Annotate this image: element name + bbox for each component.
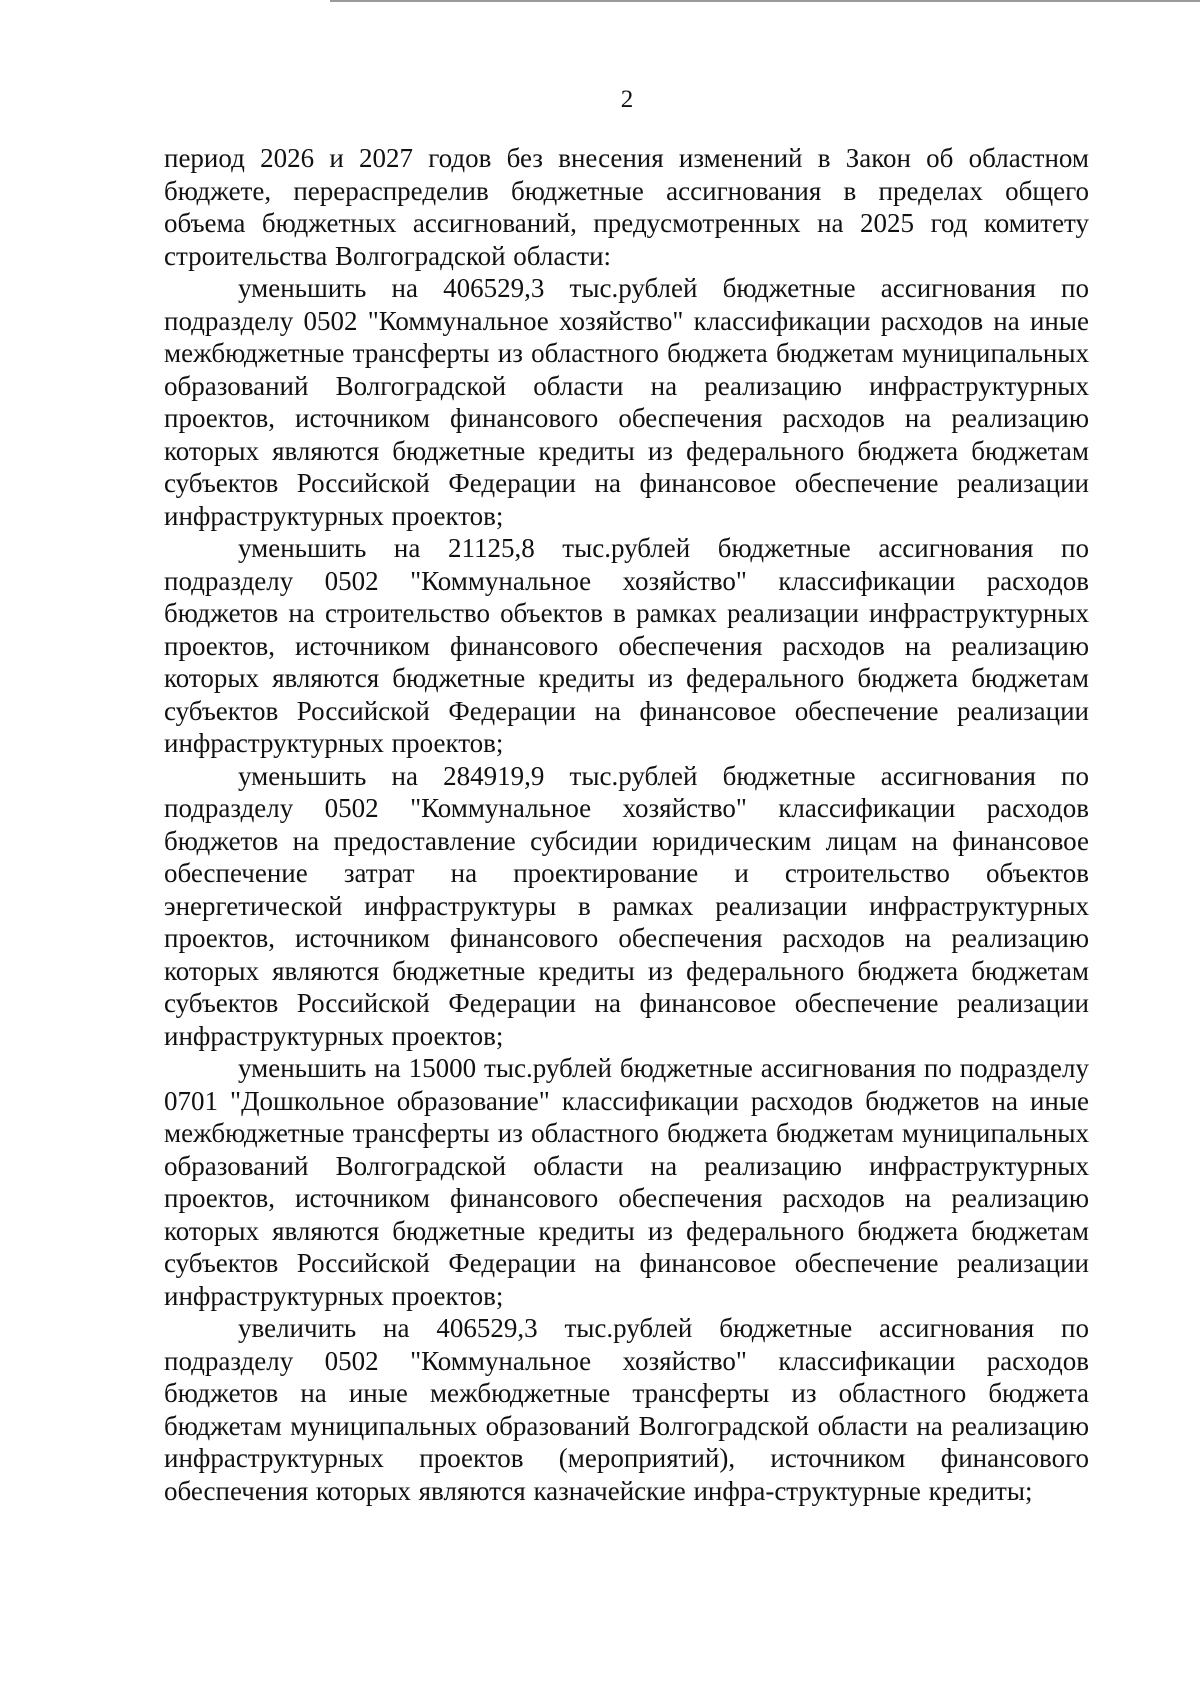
paragraph-reduce-0701-transfers: уменьшить на 15000 тыс.рублей бюджетные ассигнования по подразделу 0701 "Дошкольное образование" классификации расходов бюджетов на иные межбюджетные трансферты из областного бюджета бюджетам муниципальных образований Волгоградской области на реализацию инфраструктурных проектов, источником финансового обеспечения расходов на реализацию которых являются бюджетные кредиты из федерального бюджета бюджетам субъектов Российской Федерации на финансовое обеспечение реализации инфраструктурных проектов; <box>164 1053 1089 1311</box>
paragraph-increase-0502-transfers: увеличить на 406529,3 тыс.рублей бюджетные ассигнования по подразделу 0502 "Коммунальное хозяйство" классификации расходов бюджетов на иные межбюджетные трансферты из областного бюджета бюджетам муниципальных образований Волгоградской области на реализацию инфраструктурных проектов (мероприятий), источником финансового обеспечения которых являются казначейские инфра-структурные кредиты; <box>164 1313 1089 1506</box>
document-body <box>164 142 1089 1507</box>
paragraph-reduce-0502-subsidy: уменьшить на 284919,9 тыс.рублей бюджетные ассигнования по подразделу 0502 "Коммунальное хозяйство" классификации расходов бюджетов на предоставление субсидии юридическим лицам на финансовое обеспечение затрат на проектирование и строительство объектов энергетической инфраструктуры в рамках реализации инфраструктурных проектов, источником финансового обеспечения расходов на реализацию которых являются бюджетные кредиты из федерального бюджета бюджетам субъектов Российской Федерации на финансовое обеспечение реализации инфраструктурных проектов; <box>164 760 1089 1051</box>
page-number: 2 <box>620 86 634 113</box>
paragraph-reduce-0502-construction: уменьшить на 21125,8 тыс.рублей бюджетные ассигнования по подразделу 0502 "Коммунальное хозяйство" классификации расходов бюджетов на строительство объектов в рамках реализации инфраструктурных проектов, источником финансового обеспечения расходов на реализацию которых являются бюджетные кредиты из федерального бюджета бюджетам субъектов Российской Федерации на финансовое обеспечение реализации инфраструктурных проектов; <box>164 533 1089 758</box>
paragraph-continuation: период 2026 и 2027 годов без внесения изменений в Закон об областном бюджете, перераспределив бюджетные ассигнования в пределах общего объема бюджетных ассигнований, предусмотренных на 2025 год комитету строительства Волгоградской области: <box>164 143 1089 271</box>
paragraph-reduce-0502-transfers: уменьшить на 406529,3 тыс.рублей бюджетные ассигнования по подразделу 0502 "Коммунальное хозяйство" классификации расходов на иные межбюджетные трансферты из областного бюджета бюджетам муниципальных образований Волгоградской области на реализацию инфраструктурных проектов, источником финансового обеспечения расходов на реализацию которых являются бюджетные кредиты из федерального бюджета бюджетам субъектов Российской Федерации на финансовое обеспечение реализации инфраструктурных проектов; <box>164 273 1089 531</box>
scan-top-edge-line <box>330 0 1200 2</box>
